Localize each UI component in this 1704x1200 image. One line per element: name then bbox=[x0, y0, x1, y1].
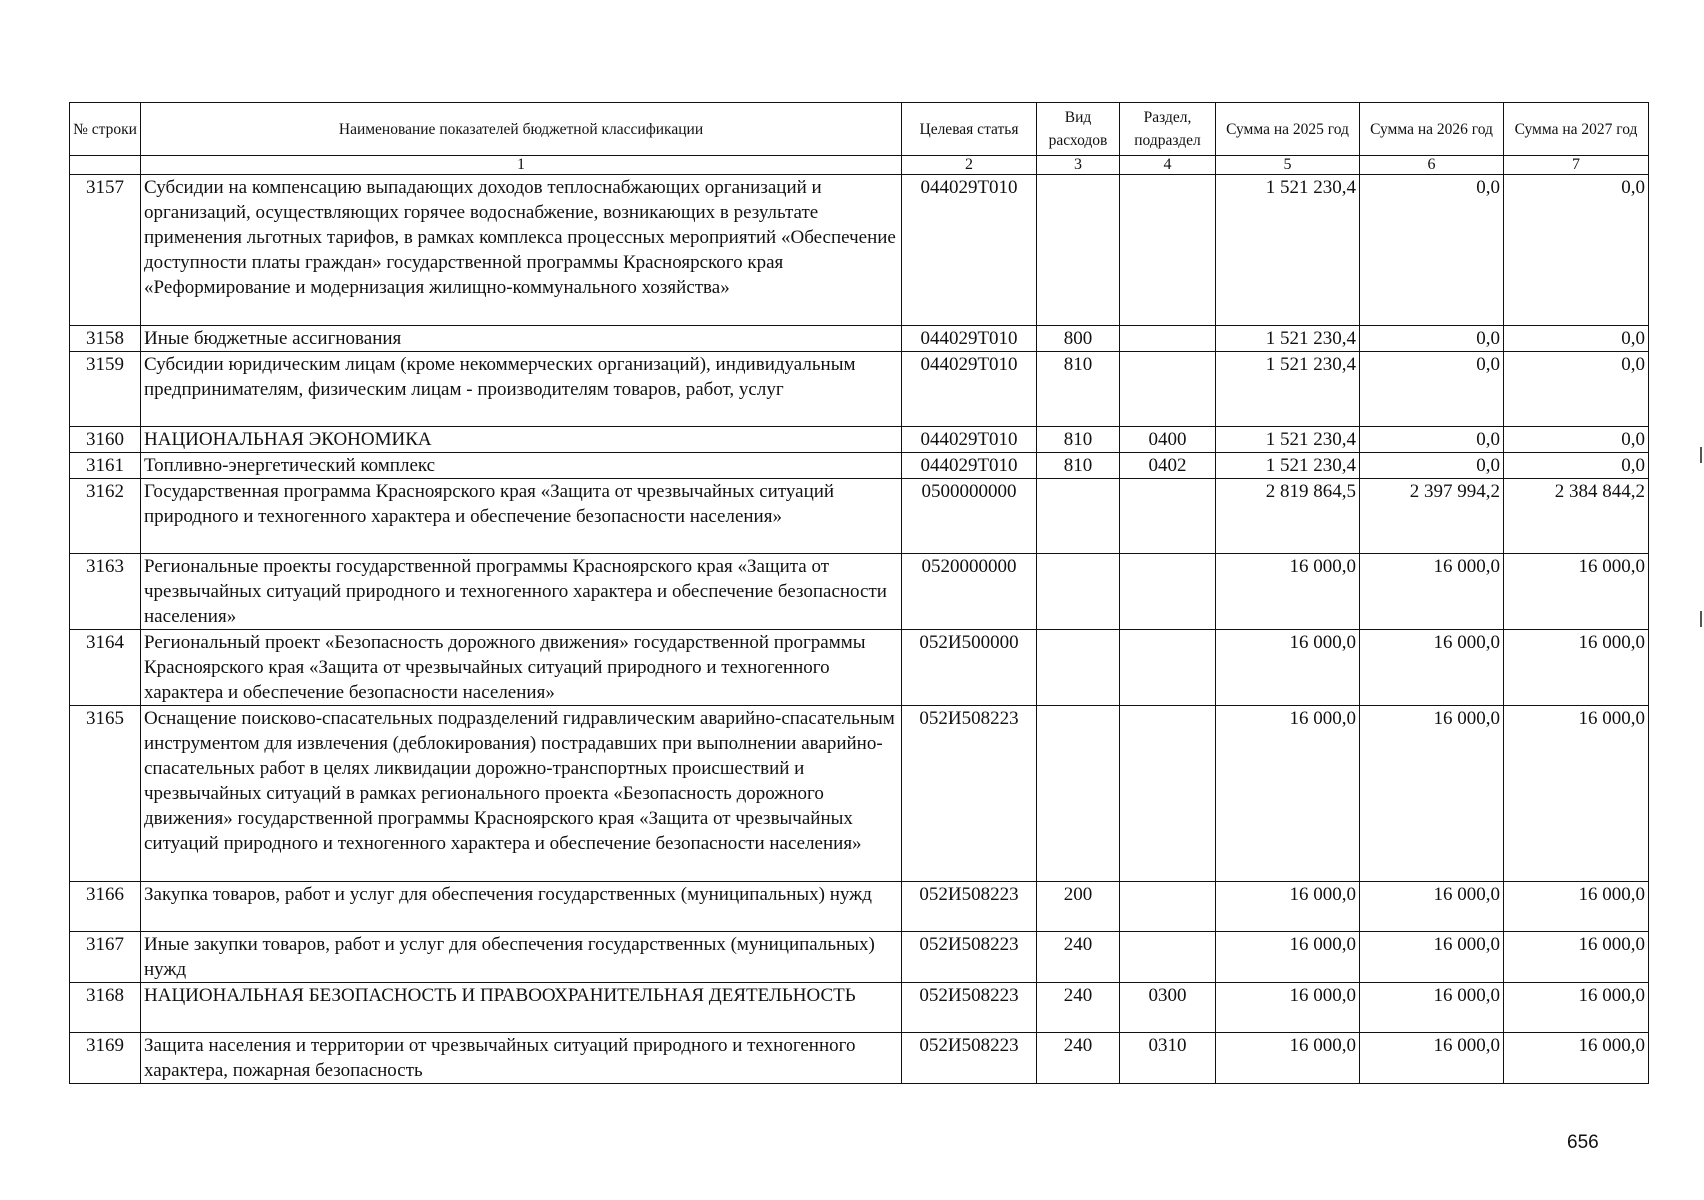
row-target-article: 0520000000 bbox=[902, 554, 1037, 630]
column-index bbox=[70, 156, 141, 175]
row-name: Субсидии юридическим лицам (кроме некоммерческих организаций), индивидуальным предпринимателям, физическим лицам - производителям товаров, работ, услуг bbox=[141, 352, 902, 427]
row-expense-type: 200 bbox=[1037, 882, 1120, 932]
column-index: 7 bbox=[1504, 156, 1649, 175]
row-sum-2026: 0,0 bbox=[1360, 326, 1504, 352]
row-target-article: 052И500000 bbox=[902, 630, 1037, 706]
row-sum-2025: 16 000,0 bbox=[1216, 554, 1360, 630]
row-sum-2025: 16 000,0 bbox=[1216, 932, 1360, 983]
row-sum-2026: 0,0 bbox=[1360, 427, 1504, 453]
table-body bbox=[70, 175, 1649, 1084]
row-section: 0402 bbox=[1120, 453, 1216, 479]
row-section bbox=[1120, 554, 1216, 630]
table-row bbox=[70, 932, 1649, 983]
header-row bbox=[70, 103, 1649, 156]
row-sum-2025: 16 000,0 bbox=[1216, 630, 1360, 706]
column-index: 3 bbox=[1037, 156, 1120, 175]
header-section: Раздел, подраздел bbox=[1120, 103, 1216, 156]
row-sum-2025: 16 000,0 bbox=[1216, 1033, 1360, 1084]
row-expense-type bbox=[1037, 554, 1120, 630]
table-row bbox=[70, 882, 1649, 932]
table-row bbox=[70, 453, 1649, 479]
table-row bbox=[70, 479, 1649, 554]
table-row bbox=[70, 1033, 1649, 1084]
row-sum-2026: 16 000,0 bbox=[1360, 1033, 1504, 1084]
row-sum-2027: 16 000,0 bbox=[1504, 983, 1649, 1033]
header-target-article: Целевая статья bbox=[902, 103, 1037, 156]
row-target-article: 044029Т010 bbox=[902, 175, 1037, 326]
row-sum-2025: 1 521 230,4 bbox=[1216, 326, 1360, 352]
row-target-article: 052И508223 bbox=[902, 1033, 1037, 1084]
row-sum-2027: 0,0 bbox=[1504, 175, 1649, 326]
row-sum-2025: 1 521 230,4 bbox=[1216, 175, 1360, 326]
row-name: Региональные проекты государственной программы Красноярского края «Защита от чрезвычайных ситуаций природного и техногенного характера и обеспечение безопасности населения» bbox=[141, 554, 902, 630]
row-number: 3165 bbox=[70, 706, 141, 882]
header-sum-2026: Сумма на 2026 год bbox=[1360, 103, 1504, 156]
row-name: Защита населения и территории от чрезвычайных ситуаций природного и техногенного характера, пожарная безопасность bbox=[141, 1033, 902, 1084]
row-name: Топливно-энергетический комплекс bbox=[141, 453, 902, 479]
row-sum-2027: 0,0 bbox=[1504, 352, 1649, 427]
budget-classification-table bbox=[69, 102, 1649, 1084]
column-index: 1 bbox=[141, 156, 902, 175]
row-number: 3158 bbox=[70, 326, 141, 352]
column-index: 5 bbox=[1216, 156, 1360, 175]
table-row bbox=[70, 352, 1649, 427]
row-sum-2025: 16 000,0 bbox=[1216, 882, 1360, 932]
row-sum-2025: 1 521 230,4 bbox=[1216, 427, 1360, 453]
table-row bbox=[70, 630, 1649, 706]
header-indicator-name: Наименование показателей бюджетной классификации bbox=[141, 103, 902, 156]
row-sum-2027: 16 000,0 bbox=[1504, 630, 1649, 706]
row-expense-type: 810 bbox=[1037, 427, 1120, 453]
row-section: 0400 bbox=[1120, 427, 1216, 453]
table-row bbox=[70, 427, 1649, 453]
table-row bbox=[70, 983, 1649, 1033]
row-number: 3161 bbox=[70, 453, 141, 479]
row-sum-2025: 16 000,0 bbox=[1216, 983, 1360, 1033]
row-sum-2025: 16 000,0 bbox=[1216, 706, 1360, 882]
row-name: Оснащение поисково-спасательных подразделений гидравлическим аварийно-спасательным инструментом для извлечения (деблокирования) пострадавших при выполнении аварийно-спасательных работ в целях ликвидации дорожно-транспортных происшествий и чрезвычайных ситуаций в рамках регионального проекта «Безопасность дорожного движения» государственной программы Красноярского края «Защита от чрезвычайных ситуаций природного и техногенного характера и обеспечение безопасности населения» bbox=[141, 706, 902, 882]
row-name: Субсидии на компенсацию выпадающих доходов теплоснабжающих организаций и организаций, осуществляющих горячее водоснабжение, возникающих в результате применения льготных тарифов, в рамках комплекса процессных мероприятий «Обеспечение доступности платы граждан» государственной программы Красноярского края «Реформирование и модернизация жилищно-коммунального хозяйства» bbox=[141, 175, 902, 326]
row-sum-2027: 16 000,0 bbox=[1504, 882, 1649, 932]
row-sum-2027: 0,0 bbox=[1504, 427, 1649, 453]
row-sum-2025: 1 521 230,4 bbox=[1216, 352, 1360, 427]
row-name: Закупка товаров, работ и услуг для обеспечения государственных (муниципальных) нужд bbox=[141, 882, 902, 932]
table-row bbox=[70, 554, 1649, 630]
row-target-article: 044029Т010 bbox=[902, 326, 1037, 352]
row-expense-type bbox=[1037, 706, 1120, 882]
row-sum-2027: 16 000,0 bbox=[1504, 932, 1649, 983]
row-sum-2027: 2 384 844,2 bbox=[1504, 479, 1649, 554]
scan-edge-mark bbox=[1700, 447, 1702, 463]
row-sum-2027: 16 000,0 bbox=[1504, 554, 1649, 630]
row-sum-2026: 16 000,0 bbox=[1360, 882, 1504, 932]
row-expense-type bbox=[1037, 175, 1120, 326]
row-target-article: 044029Т010 bbox=[902, 352, 1037, 427]
row-number: 3159 bbox=[70, 352, 141, 427]
row-target-article: 052И508223 bbox=[902, 932, 1037, 983]
row-sum-2025: 2 819 864,5 bbox=[1216, 479, 1360, 554]
row-target-article: 052И508223 bbox=[902, 706, 1037, 882]
row-target-article: 044029Т010 bbox=[902, 427, 1037, 453]
row-number: 3163 bbox=[70, 554, 141, 630]
row-sum-2026: 0,0 bbox=[1360, 175, 1504, 326]
row-sum-2027: 0,0 bbox=[1504, 453, 1649, 479]
row-expense-type: 800 bbox=[1037, 326, 1120, 352]
row-section bbox=[1120, 882, 1216, 932]
row-section bbox=[1120, 706, 1216, 882]
page-number: 656 bbox=[1567, 1132, 1599, 1153]
row-name: Иные закупки товаров, работ и услуг для обеспечения государственных (муниципальных) нужд bbox=[141, 932, 902, 983]
row-number: 3169 bbox=[70, 1033, 141, 1084]
row-sum-2026: 16 000,0 bbox=[1360, 983, 1504, 1033]
row-number: 3157 bbox=[70, 175, 141, 326]
row-expense-type: 810 bbox=[1037, 453, 1120, 479]
row-name: НАЦИОНАЛЬНАЯ БЕЗОПАСНОСТЬ И ПРАВООХРАНИТЕЛЬНАЯ ДЕЯТЕЛЬНОСТЬ bbox=[141, 983, 902, 1033]
row-sum-2027: 16 000,0 bbox=[1504, 1033, 1649, 1084]
row-section bbox=[1120, 630, 1216, 706]
row-sum-2025: 1 521 230,4 bbox=[1216, 453, 1360, 479]
row-section bbox=[1120, 352, 1216, 427]
row-sum-2027: 16 000,0 bbox=[1504, 706, 1649, 882]
row-target-article: 044029Т010 bbox=[902, 453, 1037, 479]
column-index-row bbox=[70, 156, 1649, 175]
row-sum-2026: 0,0 bbox=[1360, 352, 1504, 427]
row-target-article: 052И508223 bbox=[902, 983, 1037, 1033]
row-expense-type: 240 bbox=[1037, 1033, 1120, 1084]
row-name: Региональный проект «Безопасность дорожного движения» государственной программы Красноярского края «Защита от чрезвычайных ситуаций природного и техногенного характера и обеспечение безопасности населения» bbox=[141, 630, 902, 706]
row-number: 3160 bbox=[70, 427, 141, 453]
row-section: 0300 bbox=[1120, 983, 1216, 1033]
row-expense-type: 810 bbox=[1037, 352, 1120, 427]
row-target-article: 0500000000 bbox=[902, 479, 1037, 554]
row-expense-type bbox=[1037, 630, 1120, 706]
row-name: Государственная программа Красноярского края «Защита от чрезвычайных ситуаций природного и техногенного характера и обеспечение безопасности населения» bbox=[141, 479, 902, 554]
row-sum-2026: 16 000,0 bbox=[1360, 630, 1504, 706]
row-target-article: 052И508223 bbox=[902, 882, 1037, 932]
column-index: 4 bbox=[1120, 156, 1216, 175]
column-index: 6 bbox=[1360, 156, 1504, 175]
row-sum-2026: 16 000,0 bbox=[1360, 932, 1504, 983]
header-sum-2025: Сумма на 2025 год bbox=[1216, 103, 1360, 156]
row-sum-2026: 16 000,0 bbox=[1360, 554, 1504, 630]
row-expense-type: 240 bbox=[1037, 932, 1120, 983]
row-section bbox=[1120, 326, 1216, 352]
header-expense-type: Вид расходов bbox=[1037, 103, 1120, 156]
table-row bbox=[70, 175, 1649, 326]
row-section bbox=[1120, 479, 1216, 554]
header-row-number: № строки bbox=[70, 103, 141, 156]
row-sum-2026: 0,0 bbox=[1360, 453, 1504, 479]
row-name: НАЦИОНАЛЬНАЯ ЭКОНОМИКА bbox=[141, 427, 902, 453]
row-section bbox=[1120, 932, 1216, 983]
row-sum-2026: 16 000,0 bbox=[1360, 706, 1504, 882]
scan-edge-mark bbox=[1700, 611, 1702, 627]
row-number: 3168 bbox=[70, 983, 141, 1033]
table-row bbox=[70, 326, 1649, 352]
row-number: 3164 bbox=[70, 630, 141, 706]
row-sum-2026: 2 397 994,2 bbox=[1360, 479, 1504, 554]
row-number: 3167 bbox=[70, 932, 141, 983]
row-name: Иные бюджетные ассигнования bbox=[141, 326, 902, 352]
row-number: 3162 bbox=[70, 479, 141, 554]
row-section: 0310 bbox=[1120, 1033, 1216, 1084]
header-sum-2027: Сумма на 2027 год bbox=[1504, 103, 1649, 156]
table-row bbox=[70, 706, 1649, 882]
row-sum-2027: 0,0 bbox=[1504, 326, 1649, 352]
row-number: 3166 bbox=[70, 882, 141, 932]
row-section bbox=[1120, 175, 1216, 326]
row-expense-type bbox=[1037, 479, 1120, 554]
column-index: 2 bbox=[902, 156, 1037, 175]
row-expense-type: 240 bbox=[1037, 983, 1120, 1033]
